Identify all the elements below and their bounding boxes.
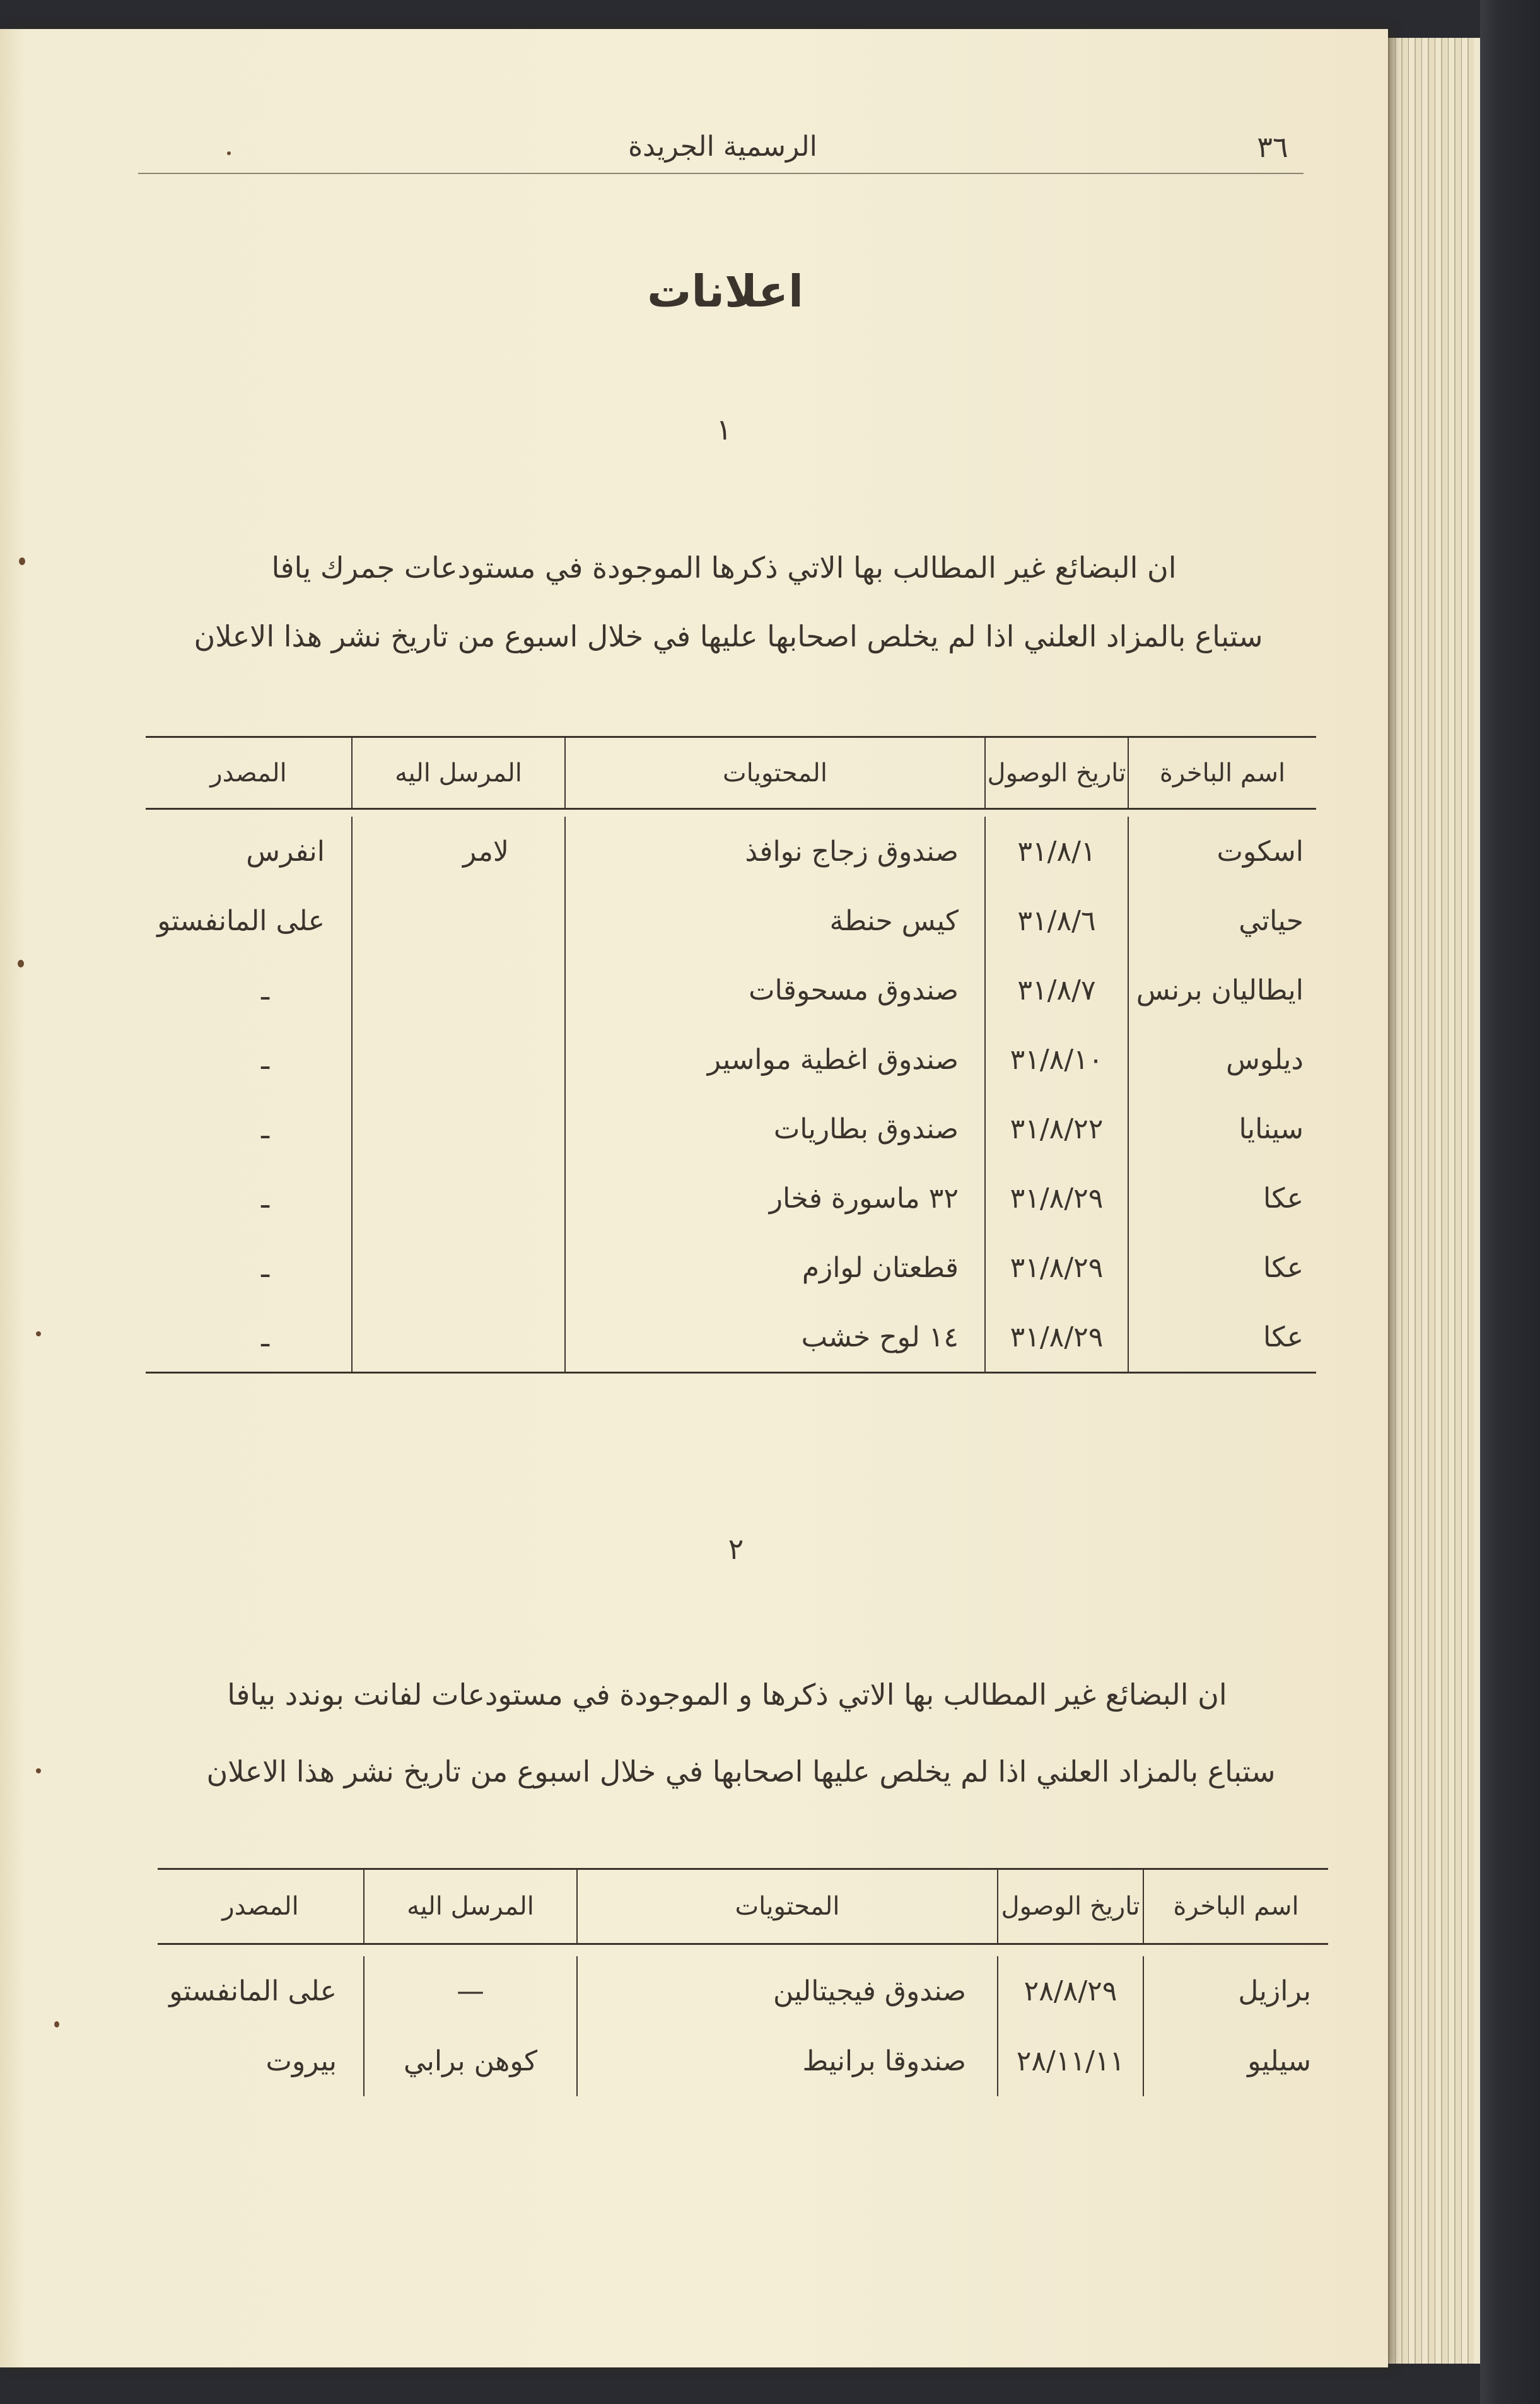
col-header-ship: اسم الباخرة (1128, 738, 1316, 808)
cell-contents: ٣٢ ماسورة فخار (564, 1164, 984, 1233)
notice-text-line: ستباع بالمزاد العلني اذا لم يخلص عليها اصحابها في خلال اسبوع من تاريخ نشر هذا الاعلان (206, 1754, 1276, 1788)
cell-contents: كيس حنطة (564, 886, 984, 955)
cell-consignee (351, 1094, 564, 1164)
cell-source-ditto: ـ (261, 1251, 269, 1284)
col-header-arrival: تاريخ الوصول (984, 738, 1128, 808)
cell-consignee (351, 1025, 564, 1094)
paper-speck (36, 1768, 41, 1773)
cell-contents: صندوق زجاج نوافذ (564, 817, 984, 886)
cell-ship-name: عكا (1128, 1164, 1316, 1233)
table-row (146, 817, 1316, 886)
cell-source-ditto: ـ (261, 1321, 269, 1353)
cell-ship-name: اسكوت (1128, 817, 1316, 886)
cell-ship-name: عكا (1128, 1233, 1316, 1302)
running-header-title: الرسمية الجريدة (628, 131, 817, 163)
cell-arrival-date: ٣١/٨/٢٩ (984, 1164, 1128, 1233)
cell-arrival-date: ٣١/٨/٢٩ (984, 1302, 1128, 1372)
table-row (146, 1094, 1316, 1164)
goods-table (158, 1868, 1328, 2077)
notice-number: ١ (716, 412, 732, 446)
cell-arrival-date: ٢٨/١١/١١ (997, 2026, 1143, 2096)
table-header-row (146, 736, 1316, 810)
cell-ship-name: ديلوس (1128, 1025, 1316, 1094)
table-row (146, 1302, 1316, 1372)
cell-arrival-date: ٣١/٨/٢٢ (984, 1094, 1128, 1164)
table-row (146, 886, 1316, 955)
notice-number: ٢ (728, 1532, 744, 1566)
cell-consignee (351, 886, 564, 955)
cell-ship-name: برازيل (1143, 1956, 1328, 2026)
cell-source: على المانفستو (157, 904, 325, 937)
cell-ship-name: ايطاليان برنس (1128, 955, 1316, 1025)
cell-contents: صندوقا برانيط (576, 2026, 997, 2096)
cell-source-ditto: ـ (261, 1112, 269, 1145)
cell-source-ditto: ـ (261, 1182, 269, 1215)
table-header-row (158, 1868, 1328, 1945)
table-body (146, 817, 1316, 1374)
notice-text-line: ستباع بالمزاد العلني اذا لم يخلص اصحابها عليها في خلال اسبوع من تاريخ نشر هذا الاعلان (194, 619, 1263, 653)
page-number: ٣٦ (1257, 130, 1288, 164)
section-title: اعلانات (647, 265, 803, 317)
col-header-source: المصدر (222, 1892, 299, 1921)
col-header-contents: المحتويات (576, 1870, 997, 1943)
cell-ship-name: سيليو (1143, 2026, 1328, 2096)
table-row (146, 1164, 1316, 1233)
cell-arrival-date: ٣١/٨/٦ (984, 886, 1128, 955)
table-body (158, 1956, 1328, 2096)
header-rule (138, 173, 1304, 174)
cell-source: انفرس (246, 835, 325, 868)
col-header-consignee: المرسل اليه (351, 738, 564, 808)
table-row (146, 1233, 1316, 1302)
cell-source-ditto: ـ (261, 1043, 269, 1076)
col-header-source: المصدر (210, 758, 287, 788)
cell-arrival-date: ٣١/٨/٢٩ (984, 1233, 1128, 1302)
cell-consignee: لامر (351, 817, 564, 886)
table-row (146, 955, 1316, 1025)
col-header-consignee: المرسل اليه (363, 1870, 576, 1943)
cell-arrival-date: ٢٨/٨/٢٩ (997, 1956, 1143, 2026)
table-row (158, 1956, 1328, 2026)
book-cover-edge (1480, 0, 1540, 2404)
cell-source: بيروت (265, 2045, 337, 2077)
cell-consignee (351, 1302, 564, 1372)
col-header-ship: اسم الباخرة (1143, 1870, 1328, 1943)
cell-contents: صندوق بطاريات (564, 1094, 984, 1164)
cell-contents: صندوق فيجيتالين (576, 1956, 997, 2026)
notice-text-line: ان البضائع غير المطالب بها الاتي ذكرها الموجودة في مستودعات جمرك يافا (271, 551, 1177, 585)
paper-speck (54, 2021, 59, 2028)
col-header-contents: المحتويات (564, 738, 984, 808)
cell-ship-name: حياتي (1128, 886, 1316, 955)
cell-source-ditto: ـ (261, 974, 269, 1007)
cell-contents: قطعتان لوازم (564, 1233, 984, 1302)
paper-speck (19, 557, 25, 565)
cell-contents: صندوق اغطية مواسير (564, 1025, 984, 1094)
cell-arrival-date: ٣١/٨/١٠ (984, 1025, 1128, 1094)
cell-contents: ١٤ لوح خشب (564, 1302, 984, 1372)
cell-consignee (351, 955, 564, 1025)
cell-ship-name: عكا (1128, 1302, 1316, 1372)
cell-arrival-date: ٣١/٨/١ (984, 817, 1128, 886)
table-row (158, 2026, 1328, 2096)
cell-source: على المانفستو (169, 1975, 337, 2007)
table-row (146, 1025, 1316, 1094)
notice-text-line: ان البضائع غير المطالب بها الاتي ذكرها و الموجودة في مستودعات لفانت بوندد بيافا (227, 1678, 1227, 1712)
cell-ship-name: سينايا (1128, 1094, 1316, 1164)
cell-consignee: كوهن برابي (363, 2026, 576, 2096)
cell-consignee (351, 1164, 564, 1233)
cell-arrival-date: ٣١/٨/٧ (984, 955, 1128, 1025)
paper-speck (36, 1331, 41, 1336)
paper-speck (227, 151, 231, 155)
cell-consignee (351, 1233, 564, 1302)
goods-table (146, 736, 1316, 1353)
col-header-arrival: تاريخ الوصول (997, 1870, 1143, 1943)
cell-contents: صندوق مسحوقات (564, 955, 984, 1025)
paper-speck (18, 960, 24, 967)
cell-consignee: — (363, 1956, 576, 2026)
